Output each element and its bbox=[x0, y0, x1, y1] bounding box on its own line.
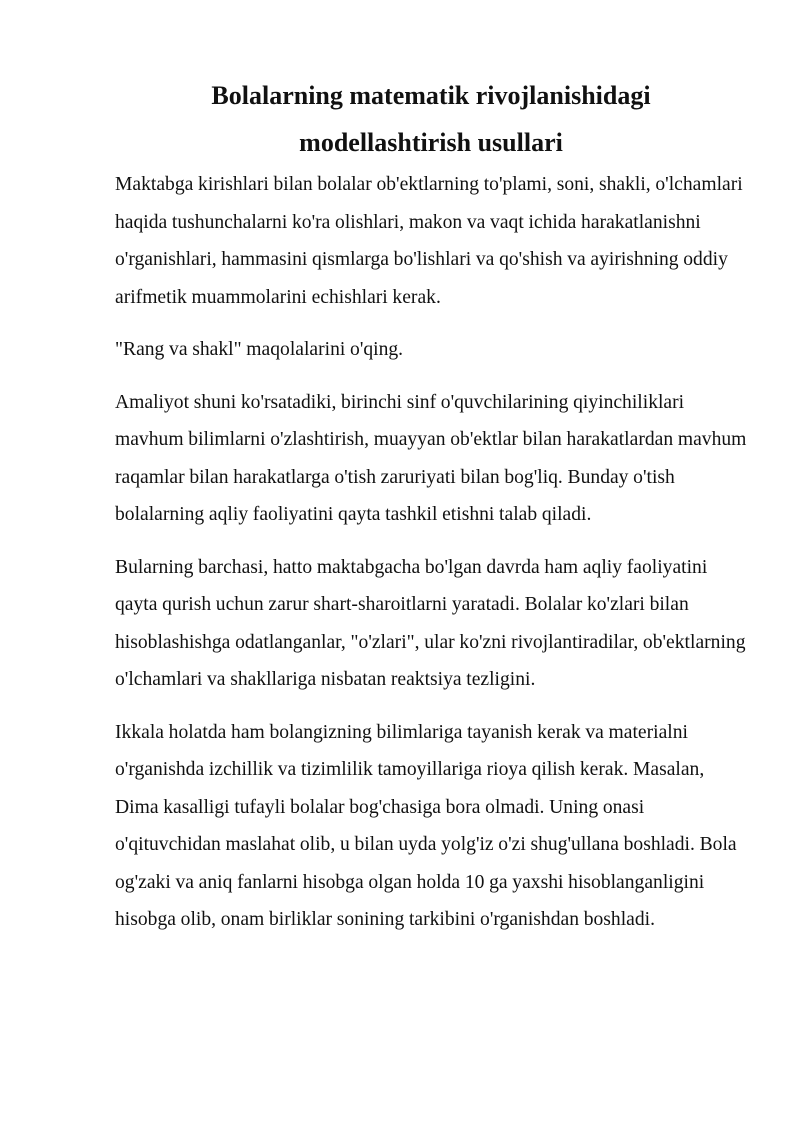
title-line-2: modellashtirish usullari bbox=[299, 128, 563, 157]
paragraph-4: Bularning barchasi, hatto maktabgacha bo'lgan davrda ham aqliy faoliyatini qayta qurish uchun zarur shart-sharoitlarni yaratadi. Bolalar ko'zlari bilan hisoblashishga odatlanganlar, "o'zlari", ular ko'zni rivojlantiradilar, ob'ektlarning o'lchamlari va shakllariga nisbatan reaktsiya tezligini. bbox=[115, 556, 746, 690]
title-line-1: Bolalarning matematik rivojlanishidagi bbox=[211, 81, 651, 110]
paragraph-2: "Rang va shakl" maqolalarini o'qing. bbox=[115, 339, 404, 360]
document-page bbox=[115, 72, 747, 939]
document-title bbox=[115, 72, 747, 166]
paragraph-5: Ikkala holatda ham bolangizning bilimlariga tayanish kerak va materialni o'rganishda izchillik va tizimlilik tamoyillariga rioya qilish kerak. Masalan, Dima kasalligi tufayli bolalar bog'chasiga bora olmadi. Uning onasi o'qituvchidan maslahat olib, u bilan uyda yolg'iz o'zi shug'ullana boshladi. Bola og'zaki va aniq fanlarni hisobga olgan holda 10 ga yaxshi hisoblanganligini hisobga olib, onam birliklar sonining tarkibini o'rganishdan boshladi. bbox=[115, 721, 737, 930]
paragraph-3: Amaliyot shuni ko'rsatadiki, birinchi sinf o'quvchilarining qiyinchiliklari mavhum bilimlarni o'zlashtirish, muayyan ob'ektlar bilan harakatlardan mavhum raqamlar bilan harakatlarga o'tish zaruriyati bilan bog'liq. Bunday o'tish bolalarning aqliy faoliyatini qayta tashkil etishni talab qiladi. bbox=[115, 391, 747, 525]
paragraph-1: Maktabga kirishlari bilan bolalar ob'ektlarning to'plami, soni, shakli, o'lchamlari haqida tushunchalarni ko'ra olishlari, makon va vaqt ichida harakatlanishni o'rganishlari, hammasini qismlarga bo'lishlari va qo'shish va ayirishning oddiy arifmetik muammolarini echishlari kerak. bbox=[115, 174, 743, 308]
